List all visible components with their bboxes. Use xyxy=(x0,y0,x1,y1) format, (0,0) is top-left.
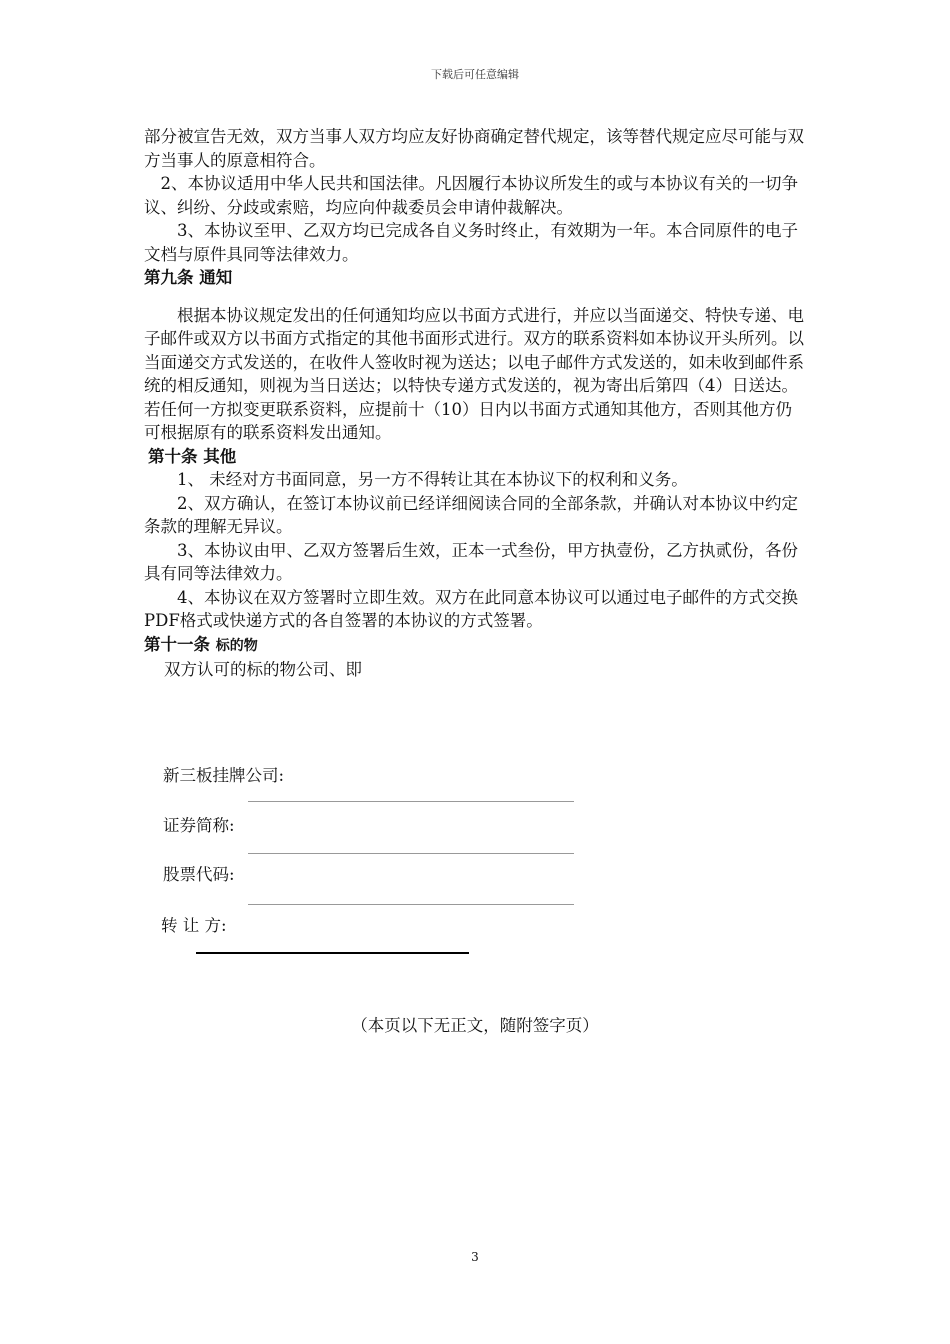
paragraph: 2、本协议适用中华人民共和国法律。凡因履行本协议所发生的或与本协议有关的一切争议、纠纷、分歧或索赔，均应向仲裁委员会申请仲裁解决。 xyxy=(144,174,798,217)
document-body xyxy=(144,125,808,682)
code-label: 股票代码: xyxy=(163,865,235,884)
company-underline xyxy=(248,801,574,802)
page-header: 下载后可任意编辑 xyxy=(431,68,519,81)
short-name-underline xyxy=(248,853,574,854)
paragraph: 部分被宣告无效，双方当事人双方均应友好协商确定替代规定，该等替代规定应尽可能与双方当事人的原意相符合。 xyxy=(144,127,804,170)
paragraph: 双方认可的标的物公司、即 xyxy=(164,660,362,679)
transferor-signature-line xyxy=(196,952,469,954)
paragraph: 3、本协议由甲、乙双方签署后生效，正本一式叁份，甲方执壹份，乙方执贰份，各份具有同等法律效力。 xyxy=(144,540,798,583)
article-11-title xyxy=(144,633,808,659)
paragraph: 1、 未经对方书面同意，另一方不得转让其在本协议下的权利和义务。 xyxy=(177,470,688,489)
company-label: 新三板挂牌公司: xyxy=(163,766,285,785)
article-11-subtitle: 标的物 xyxy=(215,637,258,654)
article-10-title: 第十条 其他 xyxy=(148,446,237,466)
article-9-title: 第九条 通知 xyxy=(144,268,233,287)
article-11-number: 第十一条 xyxy=(144,634,210,654)
paragraph: 3、本协议至甲、乙双方均已完成各自义务时终止，有效期为一年。本合同原件的电子文档与原件具同等法律效力。 xyxy=(144,221,798,264)
paragraph: 2、双方确认，在签订本协议前已经详细阅读合同的全部条款，并确认对本协议中约定条款的理解无异议。 xyxy=(144,493,798,536)
short-name-label: 证券简称: xyxy=(163,816,235,835)
page-number: 3 xyxy=(471,1250,479,1264)
end-note: （本页以下无正文，随附签字页） xyxy=(351,1016,599,1035)
transferor-label: 转 让 方: xyxy=(161,916,227,935)
paragraph: 根据本协议规定发出的任何通知均应以书面方式进行，并应以当面递交、特快专递、电子邮件或双方以书面方式指定的其他书面形式进行。双方的联系资料如本协议开头所列。以当面递交方式发送的，在收件人签收时视为送达；以电子邮件方式发送的，如未收到邮件系统的相反通知，则视为当日送达；以特快专递方式发送的，视为寄出后第四（4）日送达。若任何一方拟变更联系资料，应提前十（10）日内以书面方式通知其他方，否则其他方仍可根据原有的联系资料发出通知。 xyxy=(144,305,804,442)
paragraph: 4、本协议在双方签署时立即生效。双方在此同意本协议可以通过电子邮件的方式交换PDF格式或快递方式的各自签署的本协议的方式签署。 xyxy=(144,587,798,630)
code-underline xyxy=(248,904,574,905)
